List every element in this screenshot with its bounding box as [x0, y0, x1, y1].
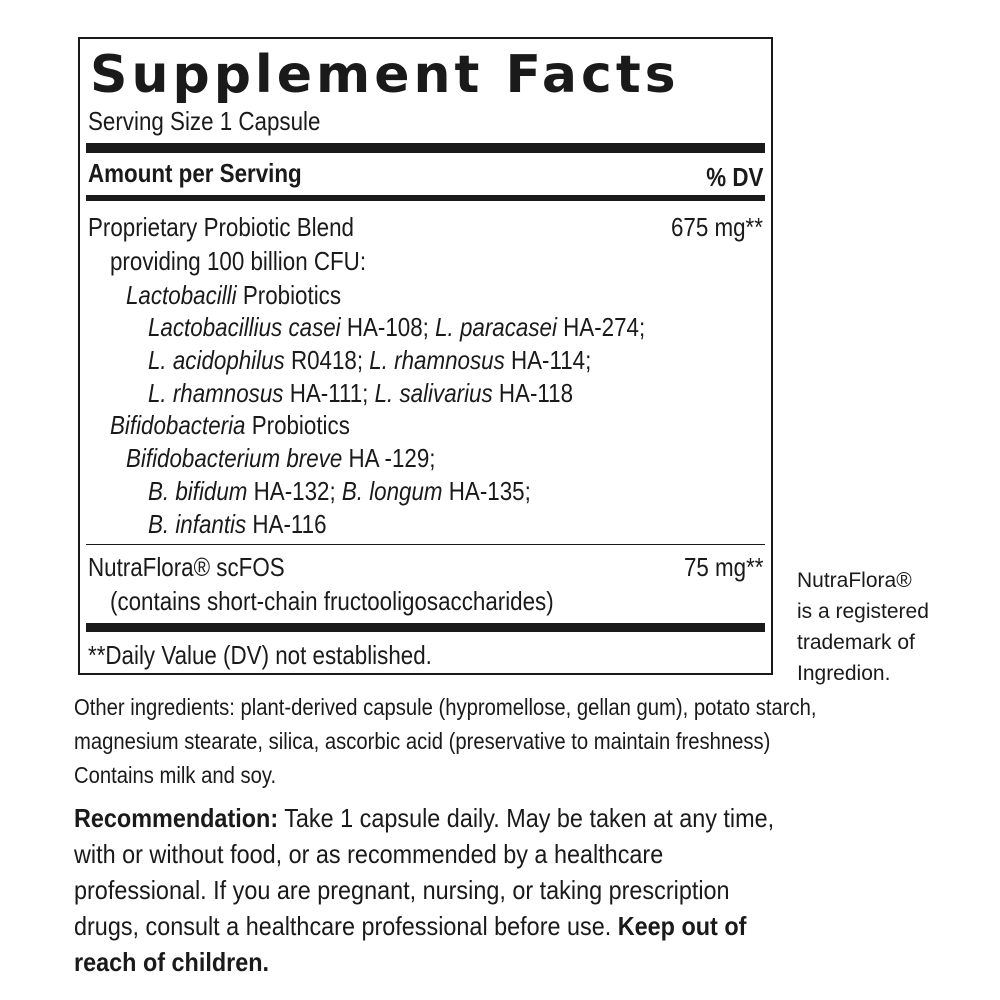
medium-divider [86, 195, 765, 201]
bifido-strains-line-1: Bifidobacterium breve HA -129; [126, 443, 436, 473]
child-safety-warning: reach of children. [74, 947, 270, 977]
other-ingredients [74, 690, 918, 792]
recommendation-line: with or without food, or as recommended by a healthcare [74, 839, 664, 869]
bifido-strains-line-2: B. bifidum HA-132; B. longum HA-135; [148, 476, 531, 506]
amount-per-serving-header: Amount per Serving [88, 158, 302, 188]
nutraflora-detail: (contains short-chain fructooligosaccharides) [110, 586, 554, 616]
trademark-note-line: NutraFlora® [797, 569, 912, 592]
other-ingredients-line: Other ingredients: plant-derived capsule (hypromellose, gellan gum), potato starch, [74, 694, 817, 720]
lactobacilli-group: Lactobacilli Probiotics [126, 280, 342, 310]
other-ingredients-line: magnesium stearate, silica, ascorbic acid (preservative to maintain freshness) [74, 728, 771, 754]
lacto-strains-line-3: L. rhamnosus HA-111; L. salivarius HA-118 [148, 378, 574, 408]
trademark-note-line: Ingredion. [797, 662, 891, 685]
recommendation-line: Recommendation: Take 1 capsule daily. May be taken at any time, [74, 803, 775, 833]
recommendation [74, 800, 852, 980]
trademark-note [797, 565, 929, 689]
serving-size: Serving Size 1 Capsule [88, 106, 321, 136]
thin-divider [86, 544, 765, 545]
nutraflora-amount: 75 mg** [683, 552, 763, 582]
trademark-note-line: trademark of [797, 631, 915, 654]
lacto-strains-line-1: Lactobacillius casei HA-108; L. paracasei HA-274; [148, 312, 646, 342]
bifidobacteria-group: Bifidobacteria Probiotics [110, 410, 350, 440]
blend-amount: 675 mg** [671, 212, 763, 242]
other-ingredients-line: Contains milk and soy. [74, 762, 277, 788]
nutraflora-name: NutraFlora® scFOS [88, 552, 285, 582]
blend-name: Proprietary Probiotic Blend [88, 212, 354, 242]
lacto-strains-line-2: L. acidophilus R0418; L. rhamnosus HA-114; [148, 345, 592, 375]
recommendation-label: Recommendation: [74, 803, 279, 833]
blend-providing: providing 100 billion CFU: [110, 246, 367, 276]
trademark-note-line: is a registered [797, 600, 929, 623]
supplement-facts-panel [78, 37, 773, 675]
bifido-strains-line-3: B. infantis HA-116 [148, 509, 327, 539]
recommendation-line [74, 944, 774, 980]
recommendation-line: professional. If you are pregnant, nursing, or taking prescription [74, 875, 730, 905]
thick-divider [86, 143, 765, 153]
bottom-divider [86, 623, 765, 632]
panel-title: Supplement Facts [90, 45, 680, 105]
recommendation-line: drugs, consult a healthcare professional before use. Keep out of [74, 911, 747, 941]
daily-value-footnote: **Daily Value (DV) not established. [88, 640, 432, 670]
dv-header: % DV [705, 162, 763, 192]
